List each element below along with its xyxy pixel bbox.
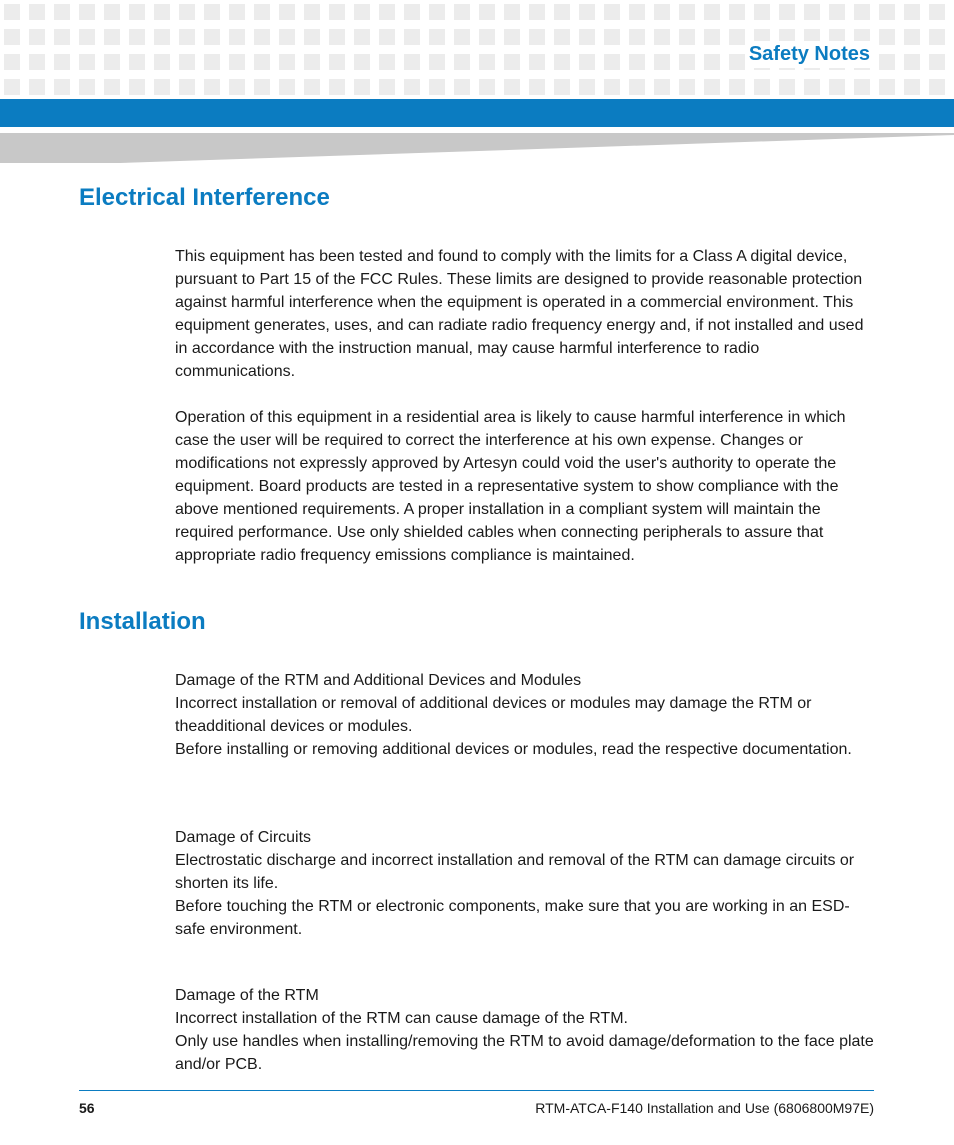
section-title: Safety Notes [745,41,874,68]
heading-electrical-interference: Electrical Interference [79,184,330,211]
footer-rule [79,1090,874,1091]
installation-note-3 [175,984,875,1076]
document-title: RTM-ATCA-F140 Installation and Use (6806800M97E) [535,1100,874,1116]
header-blue-bar [0,99,954,127]
note-line: Before touching the RTM or electronic components, make sure that you are working in an ESD-safe environment. [175,898,850,938]
header-gray-swoosh [0,131,954,163]
note-title: Damage of the RTM [175,987,319,1004]
heading-installation: Installation [79,608,206,635]
note-line: Incorrect installation or removal of additional devices or modules may damage the RTM or theadditional devices or modules. [175,695,812,735]
note-line: Only use handles when installing/removing the RTM to avoid damage/deformation to the face plate and/or PCB. [175,1033,874,1073]
note-line: Before installing or removing additional devices or modules, read the respective documentation. [175,741,852,758]
note-line: Incorrect installation of the RTM can cause damage of the RTM. [175,1010,628,1027]
note-title: Damage of the RTM and Additional Devices and Modules [175,672,582,689]
installation-note-2 [175,826,875,941]
note-title: Damage of Circuits [175,829,312,846]
electrical-paragraph-1: This equipment has been tested and found to comply with the limits for a Class A digital device, pursuant to Part 15 of the FCC Rules. These limits are designed to provide reasonable protection against harmful interference when the equipment is operated in a commercial environment. This equipment generates, uses, and can radiate radio frequency energy and, if not installed and used in accordance with the instruction manual, may cause harmful interference to radio communications. [175,248,864,380]
page-number: 56 [79,1100,95,1116]
electrical-paragraph-2: Operation of this equipment in a residential area is likely to cause harmful interference in which case the user will be required to correct the interference at his own expense. Changes or modifications not expressly approved by Artesyn could void the user's authority to operate the equipment. Board products are tested in a representative system to show compliance with the above mentioned requirements. A proper installation in a compliant system will maintain the required performance. Use only shielded cables when connecting peripherals to assure that appropriate radio frequency emissions compliance is maintained. [175,409,846,564]
installation-note-1 [175,669,875,761]
note-line: Electrostatic discharge and incorrect installation and removal of the RTM can damage circuits or shorten its life. [175,852,855,892]
